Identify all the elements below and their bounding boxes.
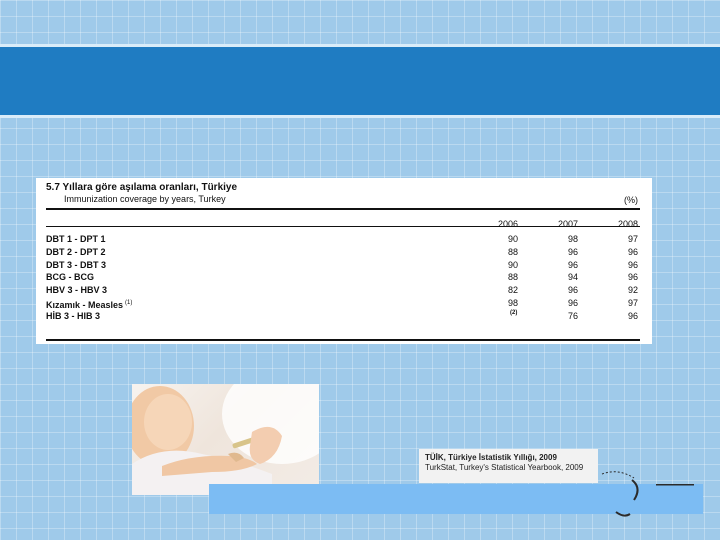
table-row xyxy=(46,297,640,310)
logo-emblem xyxy=(600,466,700,522)
footnote-marker: (1) xyxy=(125,299,133,306)
value-2006: 98 xyxy=(507,297,518,308)
year-header-2008: 2008 xyxy=(617,219,638,229)
value-2006: 82 xyxy=(507,285,518,296)
value-2007: 96 xyxy=(567,285,578,296)
table-title: 5.7 Yıllara göre aşılama oranları, Türkiye xyxy=(46,182,238,193)
table-row xyxy=(46,284,640,297)
value-2006: 88 xyxy=(507,272,518,283)
year-header-2007: 2007 xyxy=(557,219,578,229)
institution-logo xyxy=(600,466,700,522)
value-2007: 94 xyxy=(567,272,578,283)
value-2006: 90 xyxy=(507,234,518,244)
table-row xyxy=(46,246,640,259)
table-unit: (%) xyxy=(624,195,638,205)
title-band xyxy=(0,44,720,118)
table-body xyxy=(46,233,640,323)
baby-vaccination-photo xyxy=(132,384,319,495)
immunization-table xyxy=(36,178,652,344)
table-top-rule xyxy=(46,208,640,210)
table-subtitle: Immunization coverage by years, Turkey xyxy=(64,194,226,204)
value-2007: 96 xyxy=(567,259,578,270)
value-2008: 96 xyxy=(627,272,638,283)
row-label: DBT 2 - DPT 2 xyxy=(46,246,106,257)
table-row xyxy=(46,310,640,323)
source-line-1: TÜİK, Türkiye İstatistik Yıllığı, 2009 xyxy=(425,453,557,462)
value-2008: 92 xyxy=(627,285,638,296)
value-2007: 96 xyxy=(567,297,578,308)
baby-vaccination-illustration xyxy=(132,384,319,495)
row-label-text: Kızamık - Measles xyxy=(46,299,124,310)
footnote-marker: (2) xyxy=(510,309,518,316)
row-label: DBT 1 - DPT 1 xyxy=(46,234,106,244)
source-line-2: TurkStat, Turkey's Statistical Yearbook, 2009 xyxy=(425,463,584,472)
value-2008: 97 xyxy=(627,234,638,244)
row-label: HİB 3 - HIB 3 xyxy=(46,310,101,321)
table-row xyxy=(46,271,640,284)
value-2006: 90 xyxy=(507,259,518,270)
value-2008: 96 xyxy=(627,259,638,270)
source-citation xyxy=(419,449,598,483)
value-2008: 97 xyxy=(627,297,638,308)
table-row xyxy=(46,233,640,246)
value-2008: 96 xyxy=(627,246,638,257)
row-label: HBV 3 - HBV 3 xyxy=(46,285,108,296)
value-2006: 88 xyxy=(507,246,518,257)
value-2008: 96 xyxy=(627,310,638,321)
value-2007: 76 xyxy=(567,310,578,321)
value-2007: 96 xyxy=(567,246,578,257)
row-label: DBT 3 - DBT 3 xyxy=(46,259,107,270)
row-label: BCG - BCG xyxy=(46,272,94,283)
table-bottom-rule xyxy=(46,339,640,341)
table-row xyxy=(46,259,640,272)
value-2007: 98 xyxy=(567,234,578,244)
year-header-2006: 2006 xyxy=(497,219,518,229)
